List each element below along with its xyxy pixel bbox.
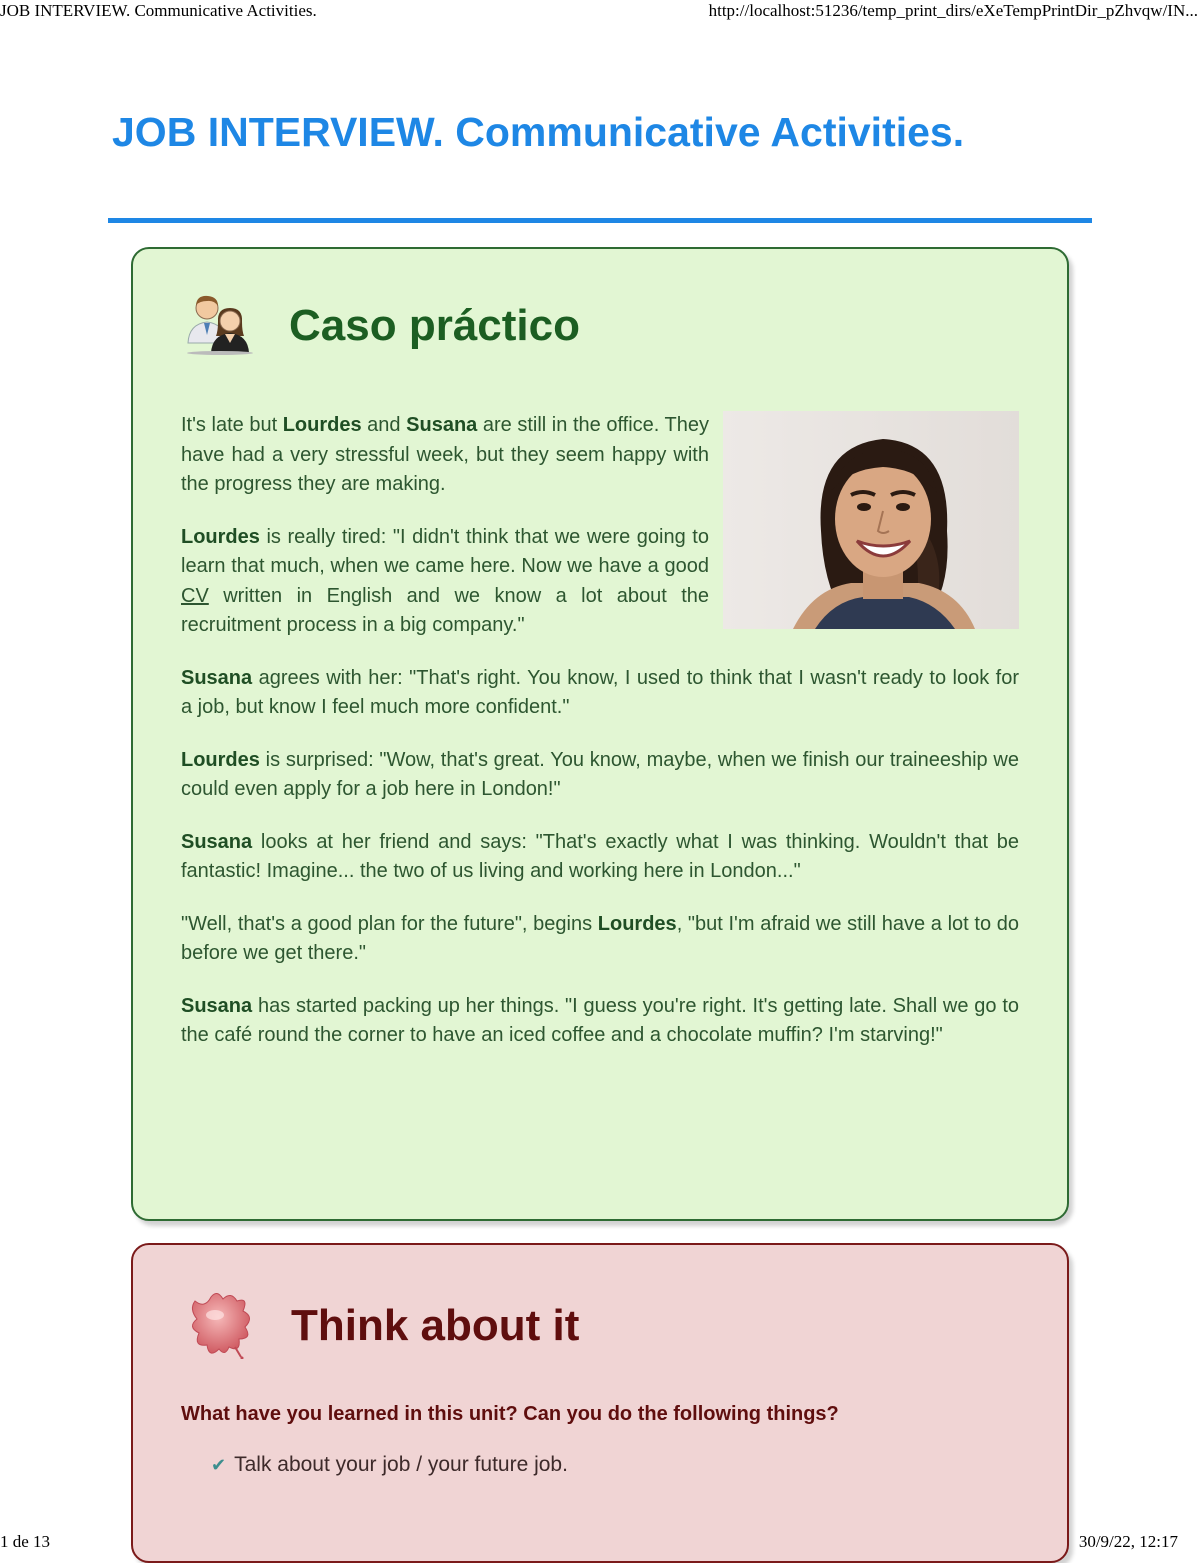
page-title: JOB INTERVIEW. Communicative Activities. (112, 109, 965, 155)
caso-practico-header (185, 291, 580, 360)
paragraph-7: Susana has started packing up her things. "I guess you're right. It's getting late. Shall we go to the café round the corner to have an iced coffee and a chocolate muffin? I'm starving!" (181, 994, 1019, 1046)
print-datetime: 30/9/22, 12:17 (1078, 1532, 1178, 1551)
think-question: What have you learned in this unit? Can you do the following things? (181, 1403, 839, 1425)
think-about-it-header (185, 1287, 579, 1364)
think-about-it-heading: Think about it (291, 1300, 580, 1350)
caso-practico-box (131, 247, 1069, 1221)
list-item-label: Talk about your job / your future job. (234, 1453, 568, 1476)
splash-icon (185, 1287, 257, 1364)
print-header-url: http://localhost:51236/temp_print_dirs/eXeTempPrintDir_pZhvqw/IN... (708, 1, 1198, 20)
paragraph-3: Susana agrees with her: "That's right. You know, I used to think that I wasn't ready to look for a job, but know I feel much more confident." (181, 666, 1019, 718)
page-count: 1 de 13 (0, 1532, 51, 1551)
caso-practico-heading: Caso práctico (289, 300, 580, 350)
cv-abbreviation[interactable]: CV (181, 584, 209, 607)
print-header-title: JOB INTERVIEW. Communicative Activities. (0, 1, 317, 20)
paragraph-4: Lourdes is surprised: "Wow, that's great. You know, maybe, when we finish our traineeship we could even apply for a job here in London!" (181, 748, 1019, 800)
checkmark-icon: ✔ (211, 1454, 227, 1475)
title-divider (108, 218, 1092, 223)
caso-practico-content (181, 411, 1019, 1074)
smiling-woman-photo (723, 411, 1019, 629)
think-about-it-box (131, 1243, 1069, 1563)
paragraph-2: Lourdes is really tired: "I didn't think that we were going to learn that much, when we came here. Now we have a good CV written in English and we know a lot about the recruitment process in a big company." (181, 525, 709, 636)
two-people-icon (185, 291, 255, 360)
print-header (0, 1, 1200, 21)
paragraph-5: Susana looks at her friend and says: "That's exactly what I was thinking. Wouldn't that be fantastic! Imagine... the two of us living and working here in London..." (181, 830, 1019, 882)
paragraph-6: "Well, that's a good plan for the future", begins Lourdes, "but I'm afraid we still have a lot to do before we get there." (181, 912, 1019, 964)
print-footer (0, 1532, 1200, 1552)
list-item (211, 1453, 568, 1477)
think-checklist (211, 1453, 568, 1477)
paragraph-1: It's late but Lourdes and Susana are still in the office. They have had a very stressful week, but they seem happy with the progress they are making. (181, 414, 710, 495)
